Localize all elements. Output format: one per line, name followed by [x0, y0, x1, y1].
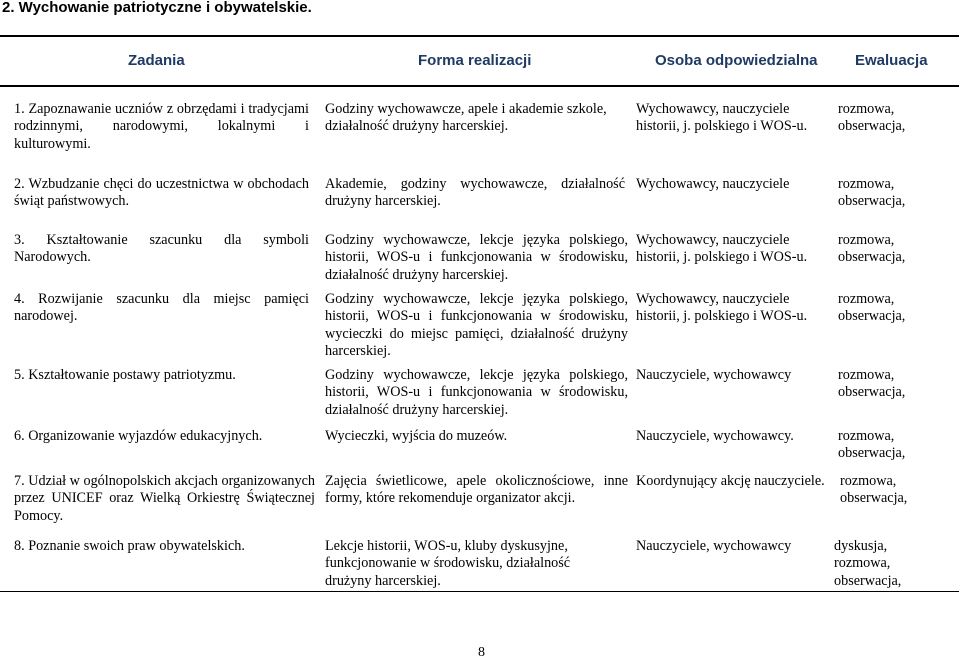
form-cell: Godziny wychowawcze, lekcje języka polskiego, historii, WOS-u i funkcjonowania w środowisku, wycieczki do miejsc pamięci, działalność drużyny harcerskiej.	[325, 291, 628, 359]
form-cell: Lekcje historii, WOS-u, kluby dyskusyjne, funkcjonowanie w środowisku, działalność drużyny harcerskiej.	[325, 538, 571, 589]
eval-cell: rozmowa, obserwacja,	[838, 101, 906, 135]
form-cell: Wycieczki, wyjścia do muzeów.	[325, 428, 508, 444]
person-cell: Nauczyciele, wychowawcy	[636, 538, 792, 554]
task-cell: 3. Kształtowanie szacunku dla symboli Narodowych.	[14, 232, 309, 266]
header-zadania: Zadania	[128, 52, 185, 69]
eval-cell: rozmowa, obserwacja,	[838, 232, 906, 266]
eval-cell: dyskusja, rozmowa, obserwacja,	[834, 538, 902, 589]
task-cell: 8. Poznanie swoich praw obywatelskich.	[14, 538, 245, 554]
form-cell: Godziny wychowawcze, apele i akademie szkole, działalność drużyny harcerskiej.	[325, 101, 607, 135]
header-forma-realizacji: Forma realizacji	[418, 52, 532, 69]
person-cell: Wychowawcy, nauczyciele	[636, 176, 790, 192]
form-cell: Akademie, godziny wychowawcze, działalność drużyny harcerskiej.	[325, 176, 625, 210]
task-cell: 5. Kształtowanie postawy patriotyzmu.	[14, 367, 236, 383]
task-cell: 6. Organizowanie wyjazdów edukacyjnych.	[14, 428, 263, 444]
eval-cell: rozmowa, obserwacja,	[840, 473, 908, 507]
person-cell: Nauczyciele, wychowawcy	[636, 367, 792, 383]
eval-cell: rozmowa, obserwacja,	[838, 176, 906, 210]
person-cell: Wychowawcy, nauczyciele historii, j. polskiego i WOS-u.	[636, 101, 808, 135]
eval-cell: rozmowa, obserwacja,	[838, 367, 906, 401]
form-cell: Godziny wychowawcze, lekcje języka polskiego, historii, WOS-u i funkcjonowania w środowisku, działalność drużyny harcerskiej.	[325, 232, 628, 283]
section-title: 2. Wychowanie patriotyczne i obywatelskie.	[2, 0, 312, 16]
person-cell: Wychowawcy, nauczyciele historii, j. polskiego i WOS-u.	[636, 291, 808, 325]
person-cell: Koordynujący akcję nauczyciele.	[636, 473, 825, 489]
form-cell: Godziny wychowawcze, lekcje języka polskiego, historii, WOS-u i funkcjonowania w środowisku, działalność drużyny harcerskiej.	[325, 367, 628, 418]
form-cell: Zajęcia świetlicowe, apele okolicznościowe, inne formy, które rekomenduje organizator akcji.	[325, 473, 628, 507]
top-rule	[0, 35, 959, 37]
eval-cell: rozmowa, obserwacja,	[838, 291, 906, 325]
task-cell: 2. Wzbudzanie chęci do uczestnictwa w obchodach świąt państwowych.	[14, 176, 309, 210]
eval-cell: rozmowa, obserwacja,	[838, 428, 906, 462]
page-number: 8	[478, 645, 485, 660]
header-ewaluacja: Ewaluacja	[855, 52, 928, 69]
header-rule	[0, 85, 959, 87]
bottom-rule	[0, 591, 959, 592]
person-cell: Wychowawcy, nauczyciele historii, j. polskiego i WOS-u.	[636, 232, 808, 266]
header-osoba-odpowiedzialna: Osoba odpowiedzialna	[655, 52, 818, 69]
task-cell: 4. Rozwijanie szacunku dla miejsc pamięci narodowej.	[14, 291, 309, 325]
person-cell: Nauczyciele, wychowawcy.	[636, 428, 794, 444]
task-cell: 1. Zapoznawanie uczniów z obrzędami i tradycjami rodzinnymi, narodowymi, lokalnymi i kulturowymi.	[14, 101, 309, 152]
task-cell: 7. Udział w ogólnopolskich akcjach organizowanych przez UNICEF oraz Wielką Orkiestrę Świątecznej Pomocy.	[14, 473, 315, 524]
